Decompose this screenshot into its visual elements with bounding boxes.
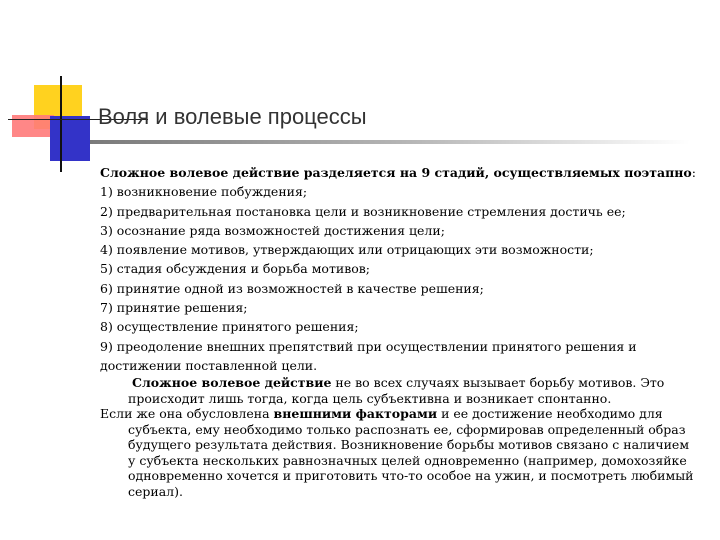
paragraph-2: [100, 406, 698, 499]
intro-tail: :: [691, 165, 696, 180]
paragraph-1-text: не во всех случаях вызывает борьбу мотивов. Это происходит лишь тогда, когда цель субъективна и возникает спонтанно.: [128, 375, 665, 406]
intro-line: [100, 163, 698, 182]
slide-title: Воля и волевые процессы: [98, 104, 367, 129]
decor-vertical-line: [60, 76, 62, 172]
paragraph-2-text: и ее достижение необходимо для субъекта, ему необходимо только распознать ее, сформировав определенный образ будущего результата действия. Возникновение борьбы мотивов связано с наличием у субъекта нескольких равнозначных целей одновременно (например, домохозяйке одновременно хочется и приготовить что-то особое на ужин, и посмотреть любимый сериал).: [128, 406, 694, 499]
title-divider: [90, 140, 690, 144]
stage-8: 8) осуществление принятого решения;: [100, 319, 359, 335]
paragraph-2-pre: Если же она обусловлена: [100, 406, 274, 422]
paragraph-1-bold: Сложное волевое действие: [132, 375, 332, 391]
stage-4: 4) появление мотивов, утверждающих или отрицающих эти возможности;: [100, 242, 594, 258]
slide-content: [100, 163, 698, 499]
stage-2: 2) предварительная постановка цели и возникновение стремления достичь ее;: [100, 203, 626, 219]
paragraph-1: [100, 375, 698, 406]
stage-9: 9) преодоление внешних препятствий при осуществлении принятого решения и достижении поставленной цели.: [100, 338, 637, 373]
paragraph-2-bold: внешними факторами: [273, 406, 438, 422]
stage-7: 7) принятие решения;: [100, 300, 248, 316]
intro-bold: Сложное волевое действие разделяется на 9 стадий, осуществляемых поэтапно: [100, 165, 692, 180]
stage-3: 3) осознание ряда возможностей достижения цели;: [100, 222, 445, 238]
stage-1: 1) возникновение побуждения;: [100, 184, 308, 200]
stage-6: 6) принятие одной из возможностей в качестве решения;: [100, 280, 484, 296]
decor-blue-square: [50, 116, 90, 161]
stage-5: 5) стадия обсуждения и борьба мотивов;: [100, 261, 371, 277]
